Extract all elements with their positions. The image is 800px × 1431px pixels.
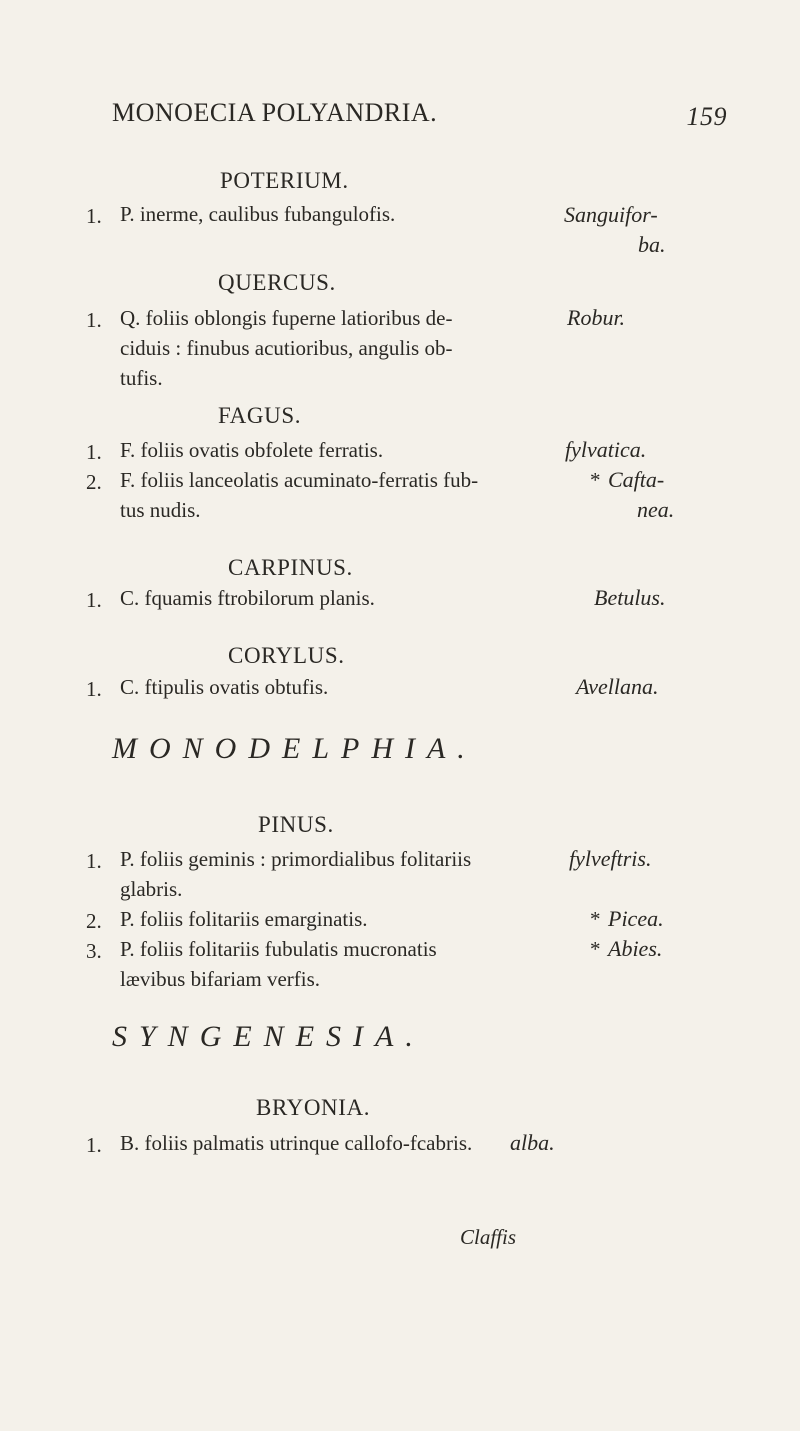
species-name: Sanguifor- [564,202,658,227]
entry-number: 1. [86,849,102,873]
entry-text: P. inerme, caulibus fubangulofis. [120,202,396,226]
native-mark: * [590,907,601,931]
species-name: Cafta- [608,467,665,492]
species-name: Picea. [608,906,664,931]
entry-number: 1. [86,308,102,332]
native-mark: * [590,937,601,961]
genus-heading-corylus: CORYLUS. [228,643,345,668]
genus-heading-poterium: POTERIUM. [220,168,349,193]
entry-number: 1. [86,1133,102,1157]
entry-text-cont: ciduis : finubus acutioribus, angulis ob- [120,336,453,360]
entry-number: 1. [86,588,102,612]
entry-text: F. foliis lanceolatis acuminato-ferratis fub- [120,468,479,492]
species-name-cont: nea. [637,497,675,522]
species-name: Avellana. [576,674,659,699]
entry-number: 2. [86,470,102,494]
entry-number: 3. [86,939,102,963]
class-heading-monodelphia: MONODELPHIA. [112,732,477,765]
species-name: fylveftris. [569,846,652,871]
entry-number: 1. [86,440,102,464]
entry-text-cont: glabris. [120,877,183,901]
catchword: Claffis [460,1225,517,1249]
page-number: 159 [686,102,727,131]
genus-heading-carpinus: CARPINUS. [228,555,353,580]
species-name: Abies. [608,936,663,961]
entry-text: P. foliis folitariis emarginatis. [120,907,368,931]
genus-heading-pinus: PINUS. [258,812,334,837]
entry-text-cont: tufis. [120,366,163,390]
genus-heading-quercus: QUERCUS. [218,270,336,295]
entry-text-cont: tus nudis. [120,498,201,522]
species-name: fylvatica. [565,437,647,462]
entry-text: F. foliis ovatis obfolete ferratis. [120,438,384,462]
species-name: alba. [510,1130,555,1155]
entry-number: 2. [86,909,102,933]
entry-text: C. fquamis ftrobilorum planis. [120,586,375,610]
entry-number: 1. [86,677,102,701]
genus-heading-fagus: FAGUS. [218,403,302,428]
entry-text: C. ftipulis ovatis obtufis. [120,675,329,699]
species-name-cont: ba. [638,232,666,257]
header-title: MONOECIA POLYANDRIA. [112,98,438,127]
species-name: Robur. [567,305,626,330]
entry-text-cont: lævibus bifariam verfis. [120,967,321,991]
species-name: Betulus. [594,585,666,610]
native-mark: * [590,468,601,492]
class-heading-syngenesia: SYNGENESIA. [112,1020,425,1053]
entry-number: 1. [86,204,102,228]
genus-heading-bryonia: BRYONIA. [256,1095,371,1120]
entry-text: B. foliis palmatis utrinque callofo-fcabris. [120,1131,473,1155]
entry-text: P. foliis geminis : primordialibus folitariis [120,847,472,871]
entry-text: P. foliis folitariis fubulatis mucronatis [120,937,437,961]
entry-text: Q. foliis oblongis fuperne latioribus de- [120,306,453,330]
